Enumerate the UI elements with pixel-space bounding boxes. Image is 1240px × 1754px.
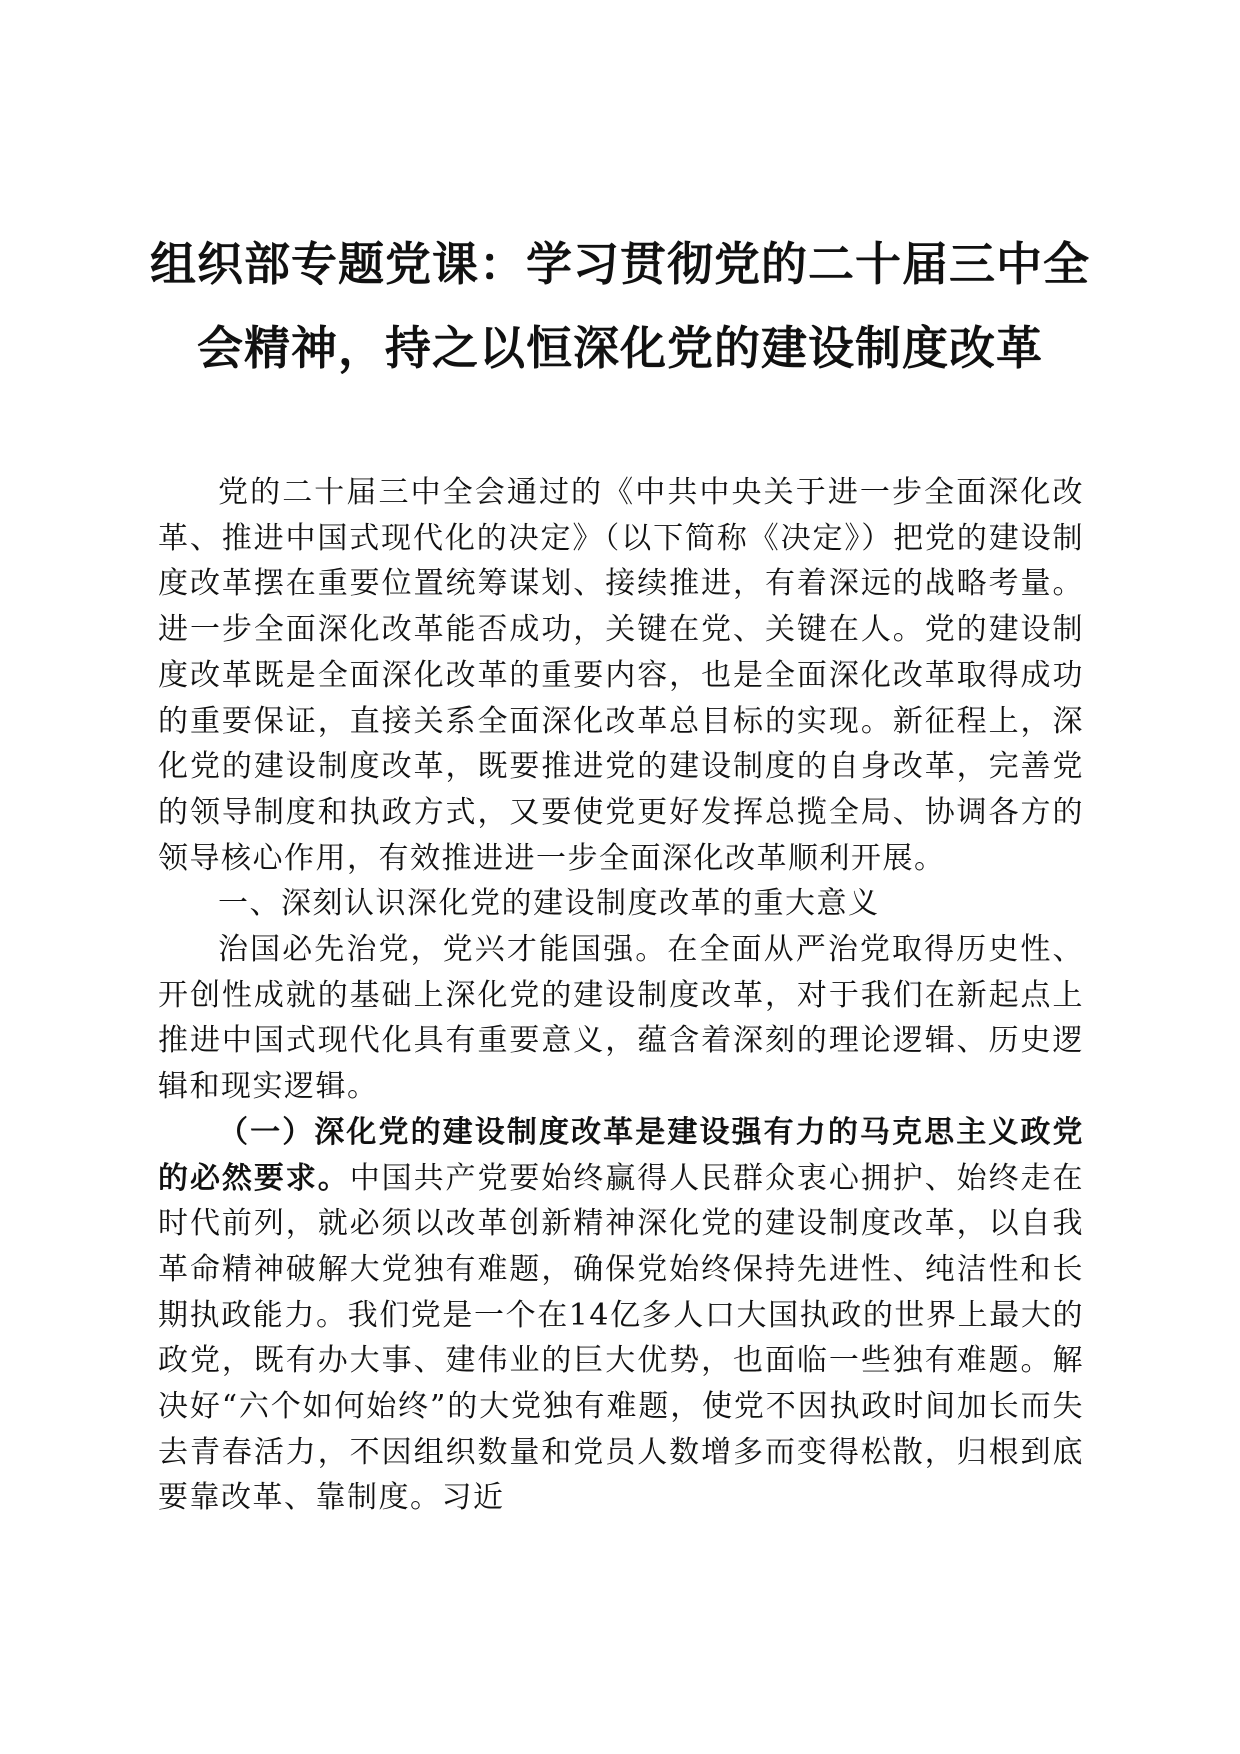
document-body xyxy=(158,470,1084,1521)
subsection-1-heading: （一）深化党的建设制度改革是建设强有力的马克思主义政党的必然要求。 xyxy=(158,1114,1084,1196)
subsection-1-paragraph xyxy=(158,1110,1084,1521)
title-line-2: 会精神，持之以恒深化党的建设制度改革 xyxy=(197,321,1043,375)
section-1-heading: 一、深刻认识深化党的建设制度改革的重大意义 xyxy=(218,886,880,922)
document-title xyxy=(150,222,1090,390)
section-1-paragraph: 治国必先治党，党兴才能国强。在全面从严治党取得历史性、开创性成就的基础上深化党的建设制度改革，对于我们在新起点上推进中国式现代化具有重要意义，蕴含着深刻的理论逻辑、历史逻辑和现实逻辑。 xyxy=(158,932,1084,1105)
intro-paragraph: 党的二十届三中全会通过的《中共中央关于进一步全面深化改革、推进中国式现代化的决定》（以下简称《决定》）把党的建设制度改革摆在重要位置统筹谋划、接续推进，有着深远的战略考量。进一步全面深化改革能否成功，关键在党、关键在人。党的建设制度改革既是全面深化改革的重要内容，也是全面深化改革取得成功的重要保证，直接关系全面深化改革总目标的实现。新征程上，深化党的建设制度改革，既要推进党的建设制度的自身改革，完善党的领导制度和执政方式，又要使党更好发挥总揽全局、协调各方的领导核心作用，有效推进进一步全面深化改革顺利开展。 xyxy=(158,475,1084,876)
subsection-1-text: 中国共产党要始终赢得人民群众衷心拥护、始终走在时代前列，就必须以改革创新精神深化党的建设制度改革，以自我革命精神破解大党独有难题，确保党始终保持先进性、纯洁性和长期执政能力。我们党是一个在14亿多人口大国执政的世界上最大的政党，既有办大事、建伟业的巨大优势，也面临一些独有难题。解决好“六个如何始终”的大党独有难题，使党不因执政时间加长而失去青春活力，不因组织数量和党员人数增多而变得松散，归根到底要靠改革、靠制度。习近 xyxy=(158,1160,1085,1516)
title-line-1: 组织部专题党课：学习贯彻党的二十届三中全 xyxy=(150,237,1090,291)
